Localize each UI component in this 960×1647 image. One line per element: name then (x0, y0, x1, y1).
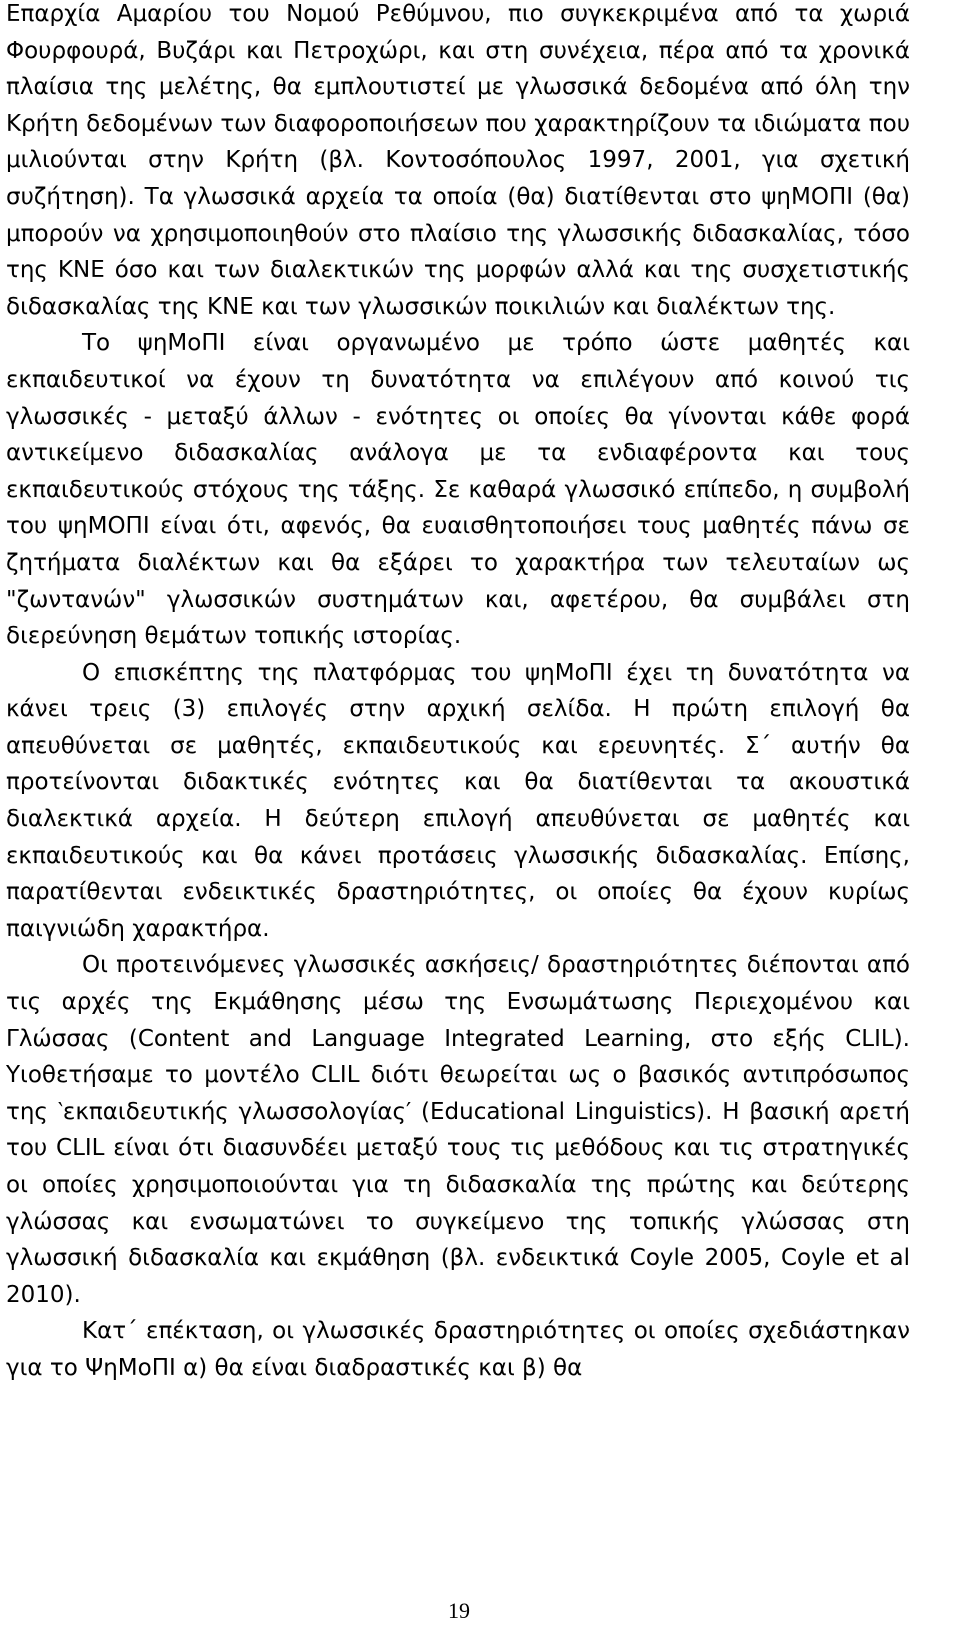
document-body (6, 0, 910, 1387)
paragraph-4: Οι προτεινόμενες γλωσσικές ασκήσεις/ δραστηριότητες διέπονται από τις αρχές της Εκμάθησης μέσω της Ενσωμάτωσης Περιεχομένου και Γλώσσας (Content and Language Integrated Learning, στο εξής CLIL). Υιοθετήσαμε το μοντέλο CLIL διότι θεωρείται ως ο βασικός αντιπρόσωπος της ‵εκπαιδευτικής γλωσσολογίας′ (Educational Linguistics). Η βασική αρετή του CLIL είναι ότι διασυνδέει μεταξύ τους τις μεθόδους και τις στρατηγικές οι οποίες χρησιμοποιούνται για τη διδασκαλία της πρώτης και δεύτερης γλώσσας και ενσωματώνει το συγκείμενο της τοπικής γλώσσας στη γλωσσική διδασκαλία και εκμάθηση (βλ. ενδεικτικά Coyle 2005, Coyle et al 2010). (6, 952, 910, 1308)
paragraph-3: Ο επισκέπτης της πλατφόρμας του ψηΜοΠΙ έχει τη δυνατότητα να κάνει τρεις (3) επιλογές στην αρχική σελίδα. Η πρώτη επιλογή θα απευθύνεται σε μαθητές, εκπαιδευτικούς και ερευνητές. Σ΄ αυτήν θα προτείνονται διδακτικές ενότητες και θα διατίθενται τα ακουστικά διαλεκτικά αρχεία. Η δεύτερη επιλογή απευθύνεται σε μαθητές και εκπαιδευτικούς και θα κάνει προτάσεις γλωσσικής διδασκαλίας. Επίσης, παρατίθενται ενδεικτικές δραστηριότητες, οι οποίες θα έχουν κυρίως παιγνιώδη χαρακτήρα. (6, 659, 910, 942)
paragraph-2: Το ψηΜοΠΙ είναι οργανωμένο με τρόπο ώστε μαθητές και εκπαιδευτικοί να έχουν τη δυνατότητα να επιλέγουν από κοινού τις γλωσσικές - μεταξύ άλλων - ενότητες οι οποίες θα γίνονται κάθε φορά αντικείμενο διδασκαλίας ανάλογα με τα ενδιαφέροντα και τους εκπαιδευτικούς στόχους της τάξης. Σε καθαρά γλωσσικό επίπεδο, η συμβολή του ψηΜΟΠΙ είναι ότι, αφενός, θα ευαισθητοποιήσει τους μαθητές πάνω σε ζητήματα διαλέκτων και θα εξάρει το χαρακτήρα των τελευταίων ως "ζωντανών" γλωσσικών συστημάτων και, αφετέρου, θα συμβάλει στη διερεύνηση θεμάτων τοπικής ιστορίας. (6, 330, 910, 650)
paragraph-5: Κατ΄ επέκταση, οι γλωσσικές δραστηριότητες οι οποίες σχεδιάστηκαν για το ΨηΜοΠΙ α) θα είναι διαδραστικές και β) θα (6, 1318, 910, 1381)
paragraph-1: Επαρχία Αμαρίου του Νομού Ρεθύμνου, πιο συγκεκριμένα από τα χωριά Φουρφουρά, Βυζάρι και Πετροχώρι, και στη συνέχεια, πέρα από τα χρονικά πλαίσια της μελέτης, θα εμπλουτιστεί με γλωσσικά δεδομένα από όλη την Κρήτη δεδομένων των διαφοροποιήσεων που χαρακτηρίζουν τα ιδιώματα που μιλιούνται στην Κρήτη (βλ. Κοντοσόπουλος 1997, 2001, για σχετική συζήτηση). Τα γλωσσικά αρχεία τα οποία (θα) διατίθενται στο ψηΜΟΠΙ (θα) μπορούν να χρησιμοποιηθούν στο πλαίσιο της γλωσσικής διδασκαλίας, τόσο της ΚΝΕ όσο και των διαλεκτικών της μορφών αλλά και της συσχετιστικής διδασκαλίας της ΚΝΕ και των γλωσσικών ποικιλιών και διαλέκτων της. (6, 1, 910, 320)
page-number: 19 (448, 1598, 470, 1623)
